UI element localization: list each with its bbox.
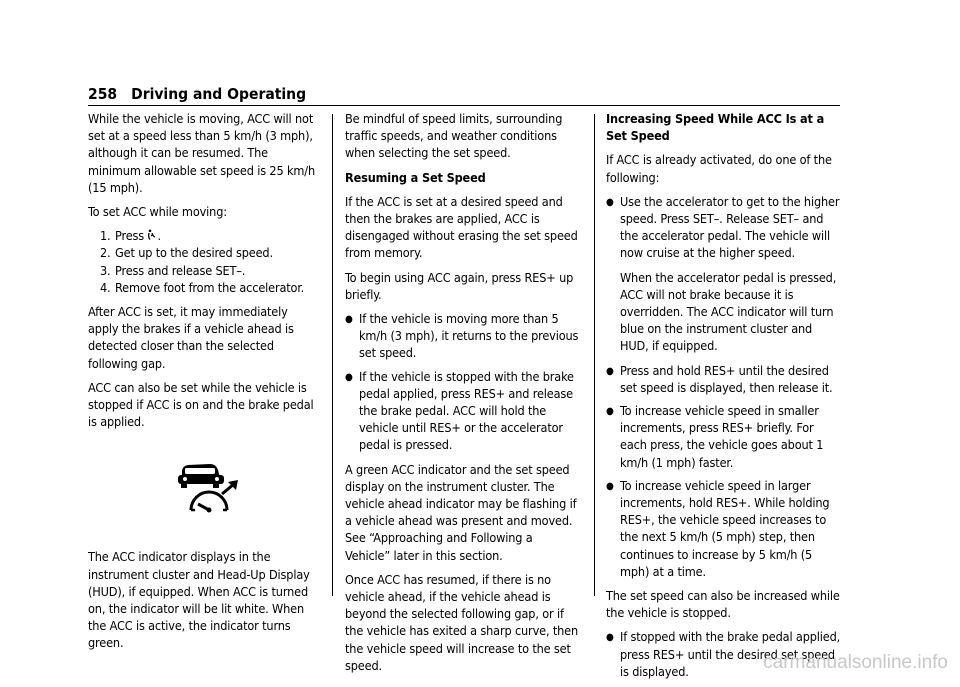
list-item: ● To increase vehicle speed in larger increments, hold RES+. While holding RES+, the vehicle speed increases to the next 5 km/h (5 mph) step, then continues to increase by 5 km/h (5 mph) at a time.	[606, 477, 830, 579]
section-heading: Increasing Speed While ACC Is at a Set Speed	[606, 111, 825, 144]
paragraph: When the accelerator pedal is pressed, ACC will not brake because it is overridden. The ACC indicator will turn blue on the instrument cluster and HUD, if equipped.	[620, 269, 837, 354]
step-item: 1. Press .	[100, 228, 161, 244]
bullet-icon: ●	[606, 480, 614, 492]
paragraph: Be mindful of speed limits, surrounding traffic speeds, and weather conditions when selecting the set speed.	[345, 111, 563, 161]
watermark: carmanualsonline.info	[763, 652, 948, 673]
step-item: 4. Remove foot from the accelerator.	[100, 279, 305, 295]
bullet-icon: ●	[345, 371, 353, 383]
paragraph: While the vehicle is moving, ACC will not set at a speed less than 5 km/h (3 mph), although it can be resumed. The minimum allowable set speed is 25 km/h (15 mph).	[88, 111, 315, 195]
bullet-icon: ●	[606, 365, 614, 377]
column-middle	[345, 110, 581, 681]
section-heading: Resuming a Set Speed	[345, 169, 486, 185]
adaptive-cruise-button-icon	[147, 229, 157, 241]
step-list	[88, 227, 320, 296]
column-divider	[332, 114, 333, 596]
acc-figure	[88, 460, 320, 520]
paragraph: The set speed can also be increased while the vehicle is stopped.	[606, 588, 840, 621]
list-item: ● To increase vehicle speed in smaller increments, press RES+ briefly. For each press, the vehicle goes about 1 km/h (1 mph) faster.	[606, 403, 824, 470]
list-item: ● Use the accelerator to get to the higher speed. Press SET–. Release SET– and the accelerator pedal. The vehicle will now cruise at the higher speed.	[606, 193, 840, 261]
page-number: 258	[88, 85, 118, 103]
list-item: ● If the vehicle is stopped with the brake pedal applied, press RES+ and release the brake pedal. ACC will hold the vehicle until RES+ or the accelerator pedal is pressed.	[345, 368, 574, 453]
page-header	[88, 84, 840, 106]
paragraph: Once ACC has resumed, if there is no vehicle ahead, if the vehicle ahead is beyond the selected following gap, or if the vehicle has exited a sharp curve, then the vehicle speed will increase to the set speed.	[345, 571, 579, 673]
paragraph: The ACC indicator displays in the instrument cluster and Head-Up Display (HUD), if equipped. When ACC is turned on, the indicator will be lit white. When the ACC is active, the indicator turns green.	[88, 549, 310, 651]
paragraph: To set ACC while moving:	[88, 204, 227, 220]
bullet-icon: ●	[345, 314, 353, 326]
column-left	[88, 110, 320, 659]
bullet-list	[606, 362, 842, 580]
acc-indicator-icon	[176, 460, 242, 514]
paragraph: ACC can also be set while the vehicle is stopped if ACC is on and the brake pedal is applied.	[88, 379, 314, 430]
bullet-list	[345, 310, 581, 454]
step-item: 3. Press and release SET–.	[100, 262, 246, 278]
column-divider	[594, 114, 595, 596]
step-item: 2. Get up to the desired speed.	[100, 245, 273, 261]
paragraph: If ACC is already activated, do one of the following:	[606, 152, 832, 185]
column-right	[606, 110, 842, 687]
bullet-icon: ●	[606, 196, 614, 208]
list-item: ● If stopped with the brake pedal applied, press RES+ until the desired set speed is displayed.	[606, 629, 841, 679]
list-item: ● If the vehicle is moving more than 5 km/h (3 mph), it returns to the previous set speed.	[345, 311, 579, 361]
bullet-icon: ●	[606, 632, 614, 644]
paragraph: If the ACC is set at a desired speed and then the brakes are applied, ACC is disengaged without erasing the set speed from memory.	[345, 193, 578, 261]
paragraph: After ACC is set, it may immediately apply the brakes if a vehicle ahead is detected closer than the selected following gap.	[88, 304, 294, 371]
list-item: ● Press and hold RES+ until the desired set speed is displayed, then release it.	[606, 362, 833, 395]
section-title: Driving and Operating	[131, 85, 307, 103]
paragraph: A green ACC indicator and the set speed display on the instrument cluster. The vehicle ahead indicator may be flashing if a vehicle ahead was present and moved. See “Approaching and Following a Vehicle” later in this section.	[345, 461, 577, 563]
bullet-icon: ●	[606, 406, 614, 418]
bullet-list	[606, 193, 842, 262]
paragraph: To begin using ACC again, press RES+ up briefly.	[345, 269, 574, 302]
